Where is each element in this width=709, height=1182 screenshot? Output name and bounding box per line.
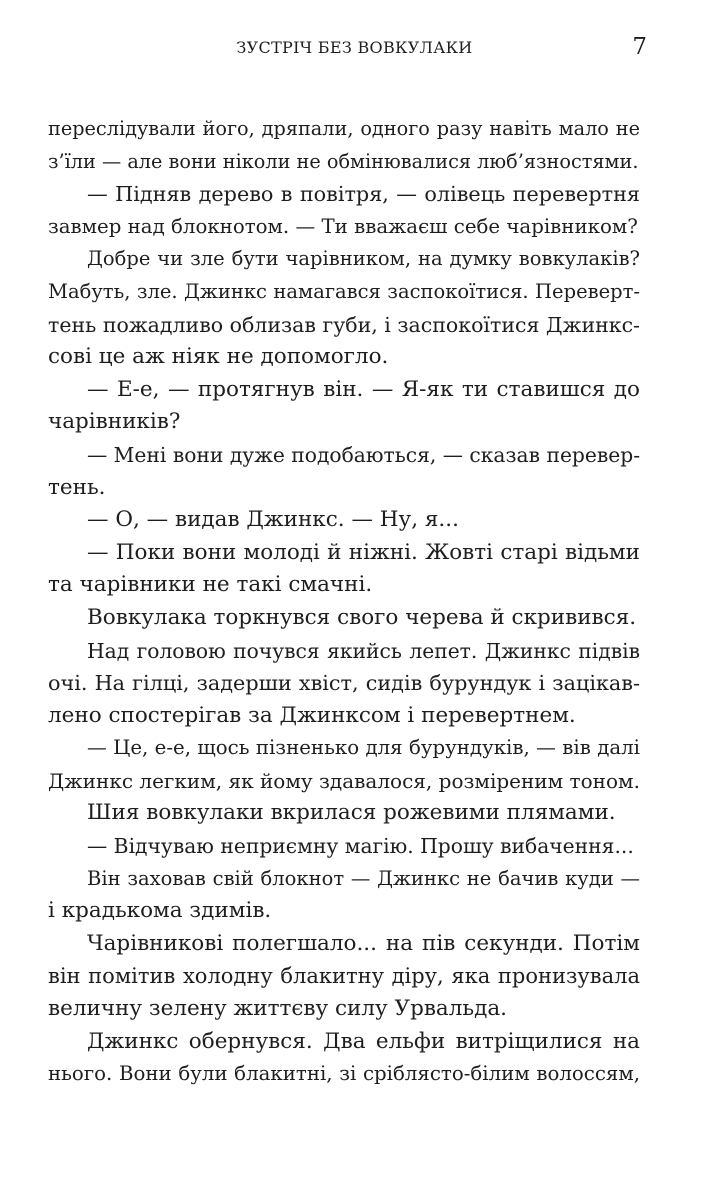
text-line: — Мені вони дуже подобаються, — сказав перевер-	[87, 442, 641, 467]
text-line: Чарівникові полегшало... на пів секунди. Потім	[87, 930, 640, 956]
text-line: — О, — видав Джинкс. — Ну, я...	[87, 507, 459, 533]
text-line: чарівників?	[48, 409, 181, 435]
text-line: лено спостерігав за Джинксом і перевертнем.	[48, 702, 576, 728]
running-head	[0, 34, 709, 62]
text-line: Добре чи зле бути чарівником, на думку вовкулаків?	[87, 247, 640, 271]
text-line: Він заховав свій блокнот — Джинкс не бачив куди —	[87, 866, 640, 890]
text-line: — Підняв дерево в повітря, — олівець перевертня	[87, 182, 640, 207]
text-line: та чарівники не такі смачні.	[48, 572, 373, 598]
text-line: Мабуть, зле. Джинкс намагався заспокоїтися. Переверт-	[48, 279, 640, 303]
text-line: Над головою почувся якийсь лепет. Джинкс підвів	[87, 638, 640, 663]
text-line: — Е-е, — протягнув він. — Я-як ти ставишся до	[87, 376, 640, 402]
text-line: величну зелену життєву силу Урвальда.	[48, 996, 508, 1022]
text-line: — Поки вони молоді й ніжні. Жовті старі відьми	[87, 539, 640, 565]
text-line: і крадькома здимів.	[48, 898, 272, 924]
text-line: Шия вовкулаки вкрилася рожевими плямами.	[87, 800, 616, 826]
text-line: завмер над блокнотом. — Ти вважаєш себе чарівником?	[48, 214, 638, 238]
text-line: він помітив холодну блакитну діру, яка пронизувала	[48, 964, 640, 989]
text-line: Джинкс обернувся. Два ельфи витріщилися на	[87, 1028, 640, 1054]
running-title: ЗУСТРІЧ БЕЗ ВОВКУЛАКИ	[236, 38, 473, 57]
text-line: — Відчуваю неприємну магію. Прошу вибачення...	[87, 834, 634, 859]
body-text	[48, 113, 640, 1091]
text-line: Вовкулака торкнувся свого черева й скривився.	[87, 604, 637, 630]
text-line: тень пожадливо облизав губи, і заспокоїтися Джинкс-	[48, 312, 640, 337]
text-line: — Це, е-е, щось пізненько для бурундуків, — вів далі	[87, 736, 640, 760]
text-line: з’їли — але вони ніколи не обмінювалися люб’язностями.	[48, 149, 639, 173]
text-line: тень.	[48, 474, 106, 500]
text-line: сові це аж ніяк не допомогло.	[48, 344, 389, 370]
page-number: 7	[632, 34, 647, 60]
text-line: Джинкс легким, як йому здавалося, розміреним тоном.	[48, 768, 640, 793]
text-line: очі. На гілці, задерши хвіст, сидів бурундук і зацікав-	[48, 671, 640, 696]
text-line: переслідували його, дряпали, одного разу навіть мало не	[48, 117, 640, 140]
text-line: нього. Вони були блакитні, зі сріблясто-білим волоссям,	[48, 1062, 640, 1086]
